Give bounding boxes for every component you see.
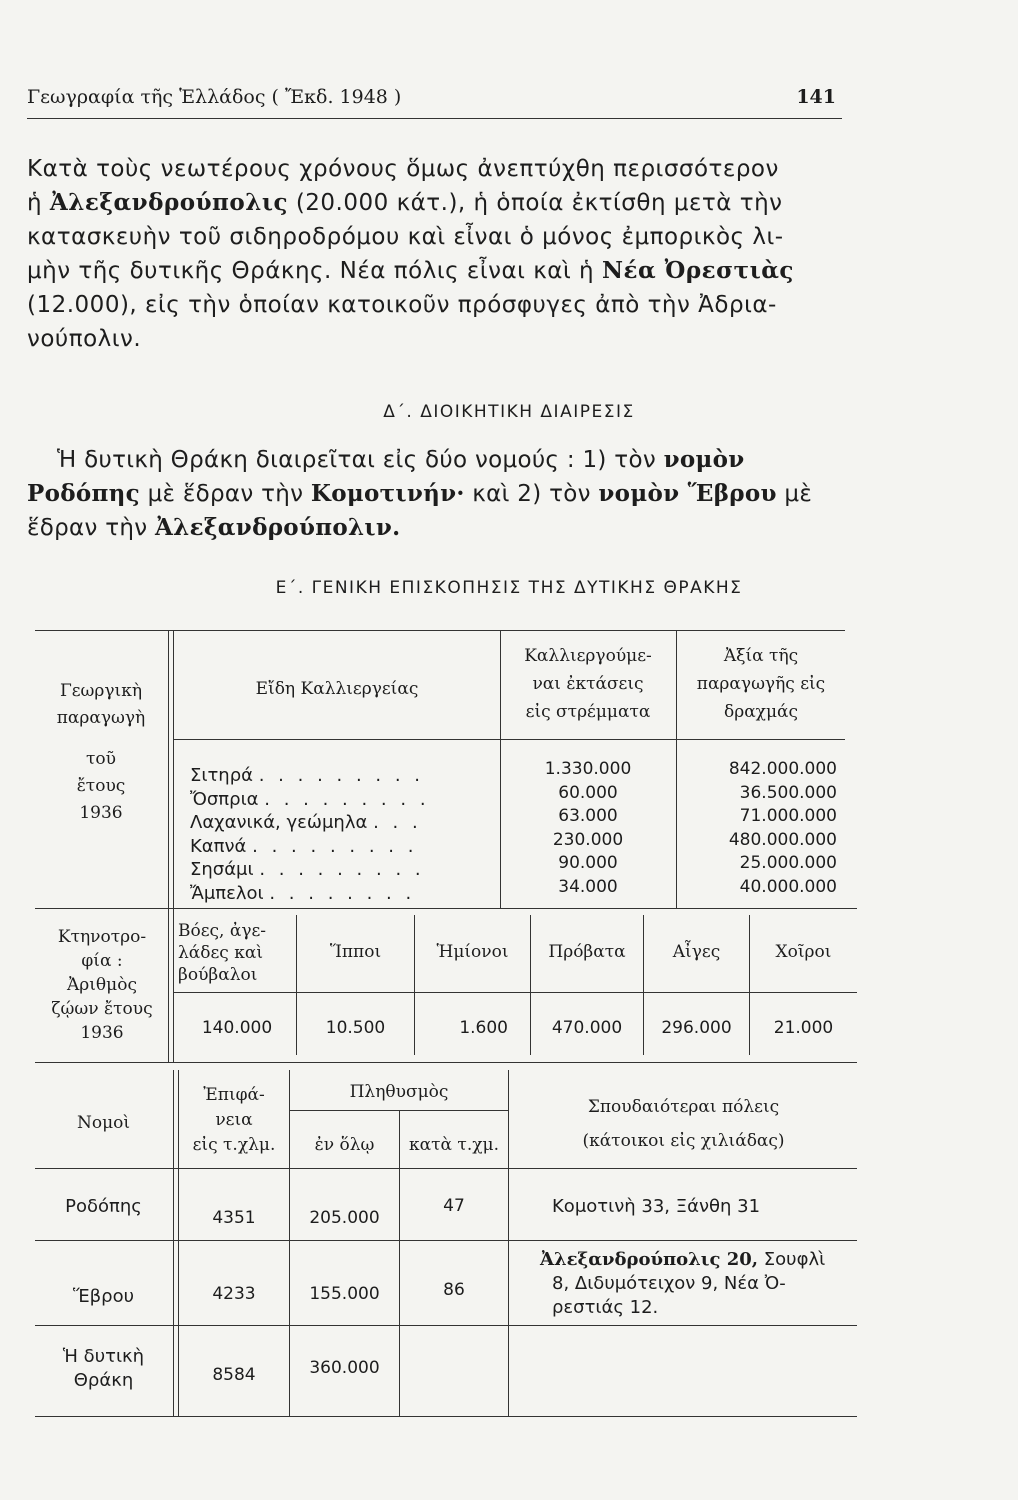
livestock-value: 10.500 bbox=[325, 1018, 386, 1038]
crop-value: 36.500.000 bbox=[739, 782, 837, 803]
col-header-area: Καλλιεργούμε- ναι ἐκτάσεις εἰς στρέμματα bbox=[524, 646, 652, 722]
prefecture-name: Ἕβρου bbox=[72, 1286, 135, 1307]
livestock-value: 1.600 bbox=[459, 1018, 508, 1038]
header-nomoi: Νομοὶ bbox=[76, 1113, 131, 1133]
prefecture-cities: Κομοτινὴ 33, Ξάνθη 31 bbox=[552, 1196, 761, 1217]
total-name: Ἡ δυτικὴ Θράκη bbox=[62, 1346, 145, 1391]
col-header-kind: Εἴδη Καλλιεργείας bbox=[255, 679, 419, 699]
prefecture-area: 4233 bbox=[212, 1284, 256, 1304]
section-d-line: Ἡ δυτικὴ Θράκη διαιρεῖται εἰς δύο νομούς : 1) τὸν νομὸν bbox=[57, 446, 745, 473]
col-header-value: Ἀξία τῆς παραγωγῆς εἰς δραχμάς bbox=[696, 646, 826, 722]
section-d-title: Δ΄. ΔΙΟΙΚΗΤΙΚΗ ΔΙΑΙΡΕΣΙΣ bbox=[383, 402, 635, 422]
crop-area: 230.000 bbox=[552, 829, 624, 850]
header-rule bbox=[27, 118, 842, 119]
prefecture-cities: Ἀλεξανδρούπολις 20, Σουφλὶ 8, Διδυμότειχον 9, Νέα Ὀ- ρεστιάς 12. bbox=[540, 1249, 826, 1318]
intro-line: (12.000), εἰς τὴν ὁποίαν κατοικοῦν πρόσφυγες ἀπὸ τὴν Ἀδρια- bbox=[27, 292, 777, 318]
crop-kind: Σησάμι . . . . . . . . . bbox=[190, 859, 425, 881]
intro-line: νούπολιν. bbox=[27, 326, 142, 352]
intro-paragraph bbox=[27, 152, 847, 356]
livestock-header-goats: Αἶγες bbox=[672, 942, 721, 962]
total-area: 8584 bbox=[212, 1365, 256, 1385]
section-d-line: Ροδόπης μὲ ἕδραν τὴν Κομοτινήν· καὶ 2) τὸν νομὸν Ἕβρου μὲ bbox=[27, 480, 813, 507]
crop-kind: Λαχανικά, γεώμηλα . . . bbox=[190, 812, 422, 834]
header-cities: Σπουδαιότεραι πόλεις (κάτοικοι εἰς χιλιάδας) bbox=[582, 1097, 785, 1151]
crop-value: 71.000.000 bbox=[739, 806, 837, 827]
livestock-header-sheep: Πρόβατα bbox=[548, 942, 626, 962]
running-header bbox=[27, 86, 842, 108]
header-population: Πληθυσμὸς bbox=[349, 1082, 449, 1102]
livestock-row-label: Κτηνοτρο- φία : Ἀριθμὸς ζῴων ἔτους 1936 bbox=[51, 927, 153, 1043]
total-pop: 360.000 bbox=[309, 1358, 380, 1378]
section-e-title: Ε΄. ΓΕΝΙΚΗ ΕΠΙΣΚΟΠΗΣΙΣ ΤΗΣ ΔΥΤΙΚΗΣ ΘΡΑΚΗΣ bbox=[275, 578, 743, 598]
page-number: 141 bbox=[796, 86, 836, 108]
intro-line: κατασκευὴν τοῦ σιδηροδρόμου καὶ εἶναι ὁ μόνος ἐμπορικὸς λι- bbox=[27, 224, 784, 250]
crop-value-column bbox=[680, 758, 837, 900]
bold-place-name: Ἀλεξανδρούπολις bbox=[49, 189, 288, 216]
section-d-line: ἕδραν τὴν Ἀλεξανδρούπολιν. bbox=[27, 514, 401, 541]
livestock-value: 470.000 bbox=[551, 1018, 623, 1038]
intro-line: Κατὰ τοὺς νεωτέρους χρόνους ὅμως ἀνεπτύχθη περισσότερον bbox=[27, 156, 779, 182]
crop-value: 25.000.000 bbox=[739, 853, 837, 874]
crop-area-column bbox=[502, 758, 674, 900]
livestock-value: 140.000 bbox=[201, 1018, 273, 1038]
crop-value: 40.000.000 bbox=[739, 876, 837, 897]
prefecture-area: 4351 bbox=[212, 1208, 256, 1228]
livestock-header-horses: Ἵπποι bbox=[329, 942, 382, 962]
header-pop-total: ἐν ὅλῳ bbox=[314, 1135, 375, 1155]
bold-place-name: Νέα Ὀρεστιὰς bbox=[601, 257, 794, 284]
intro-line: ἡ Ἀλεξανδρούπολις (20.000 κάτ.), ἡ ὁποία ἐκτίσθη μετὰ τὴν bbox=[27, 189, 783, 216]
header-pop-density: κατὰ τ.χμ. bbox=[409, 1135, 499, 1155]
crop-area: 63.000 bbox=[558, 806, 618, 827]
crop-area: 90.000 bbox=[558, 853, 618, 874]
intro-line: μὴν τῆς δυτικῆς Θράκης. Νέα πόλις εἶναι καὶ ἡ Νέα Ὀρεστιὰς bbox=[27, 257, 794, 284]
crop-kind: Καπνά . . . . . . . . . bbox=[190, 835, 418, 857]
running-title: Γεωγραφία τῆς Ἑλλάδος ( Ἔκδ. 1948 ) bbox=[27, 86, 402, 108]
prefecture-density: 47 bbox=[443, 1196, 465, 1216]
section-d-paragraph bbox=[27, 443, 847, 545]
livestock-header-pigs: Χοῖροι bbox=[775, 942, 832, 962]
crop-value: 842.000.000 bbox=[728, 759, 837, 779]
livestock-value: 21.000 bbox=[773, 1018, 834, 1038]
livestock-header-mules: Ἡμίονοι bbox=[436, 942, 509, 962]
crop-area: 60.000 bbox=[558, 782, 618, 803]
crop-kind: Σιτηρά . . . . . . . . . bbox=[190, 765, 425, 786]
crop-kind-column bbox=[190, 764, 490, 906]
crop-area: 34.000 bbox=[558, 876, 618, 897]
livestock-value: 296.000 bbox=[661, 1018, 732, 1038]
header-area: Ἐπιφά- νεια εἰς τ.χλμ. bbox=[192, 1085, 276, 1155]
prefecture-name: Ροδόπης bbox=[65, 1196, 142, 1217]
crop-value: 480.000.000 bbox=[728, 829, 837, 850]
prefecture-pop: 155.000 bbox=[309, 1284, 380, 1304]
crop-area: 1.330.000 bbox=[544, 759, 632, 779]
crops-row-label: Γεωργικὴ παραγωγὴ τοῦ ἔτους 1936 bbox=[56, 681, 146, 823]
prefecture-density: 86 bbox=[443, 1280, 465, 1300]
crop-kind: Ὄσπρια . . . . . . . . . bbox=[190, 788, 430, 810]
prefecture-pop: 205.000 bbox=[309, 1208, 380, 1228]
crop-kind: Ἄμπελοι . . . . . . . . bbox=[190, 882, 416, 904]
livestock-header-cattle: Βόες, ἀγε- λάδες καὶ βούβαλοι bbox=[178, 921, 267, 985]
